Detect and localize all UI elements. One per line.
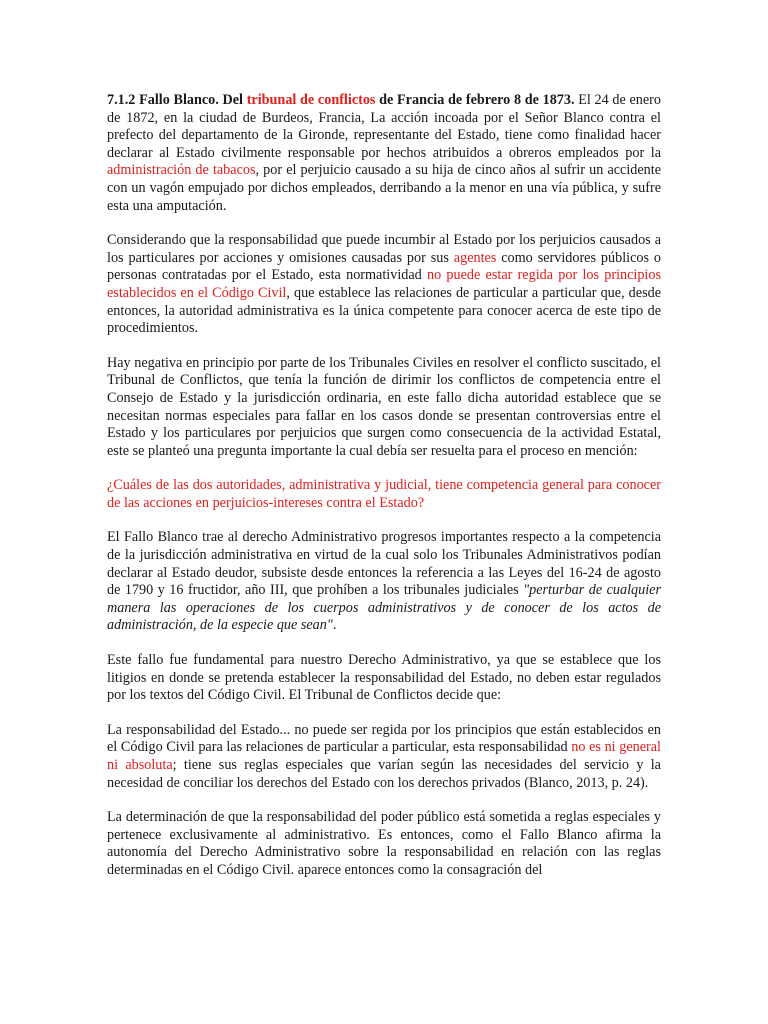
paragraph-text: como servidores públicos o personas contratadas por el Estado, esta normatividad (107, 249, 661, 284)
paragraph-text: El 24 de enero de 1872, en la ciudad de Burdeos, Francia, La acción incoada por el Señor Blanco contra el prefecto del departamento de la Gironde, representante del Estado, tiene como finalidad hacer declarar al Estado civilmente responsable por hechos atribuidos a obreros empleados por la (107, 92, 661, 161)
paragraph-fundamental: Este fallo fue fundamental para nuestro Derecho Administrativo, ya que se establece que los litigios en donde se pretenda establecer la responsabilidad del Estado, no deben estar regulados por los textos del Código Civil. El Tribunal de Conflictos decide que: (107, 652, 661, 704)
heading-part: 7.1.2 Fallo Blanco. Del (107, 92, 247, 108)
link-no-es-ni-general[interactable]: no es ni general ni absoluta (107, 739, 661, 773)
paragraph-cita-responsabilidad (107, 722, 661, 792)
paragraph-text: , por el perjuicio causado a su hija de cinco años al sufrir un accidente con un vagón empujado por dichos empleados, derribando a la menor en una vía pública, y sufre esta una amputación. (107, 162, 662, 214)
paragraph-determinacion: La determinación de que la responsabilidad del poder público está sometida a reglas especiales y pertenece exclusivamente al administrativo. Es entonces, como el Fallo Blanco afirma la autonomía del Derecho Administrativo sobre la responsabilidad en relación con las reglas determinadas en el Código Civil. aparece entonces como la consagración del (107, 809, 661, 878)
paragraph-text: Considerando que la responsabilidad que puede incumbir al Estado por los perjuicios causados a los particulares por acciones y omisiones causadas por sus (107, 232, 661, 266)
paragraph-considerando (107, 232, 661, 338)
paragraph-text: . (332, 617, 337, 634)
italic-quote: "perturbar de cualquier manera las operaciones de los cuerpos administrativos y de conocer de los actos de administración, de la especie que sean" (107, 582, 661, 634)
paragraph-text: ; tiene sus reglas especiales que varían según las necesidades del servicio y la necesidad de conciliar los derechos del Estado con los derechos privados (Blanco, 2013, p. 24). (107, 757, 661, 791)
link-agentes[interactable]: agentes (453, 249, 497, 266)
heading-link-tribunal[interactable]: tribunal de conflictos (246, 92, 376, 108)
heading-part: de Francia de febrero 8 de 1873. (375, 92, 575, 108)
paragraph-fallo-blanco-intro (107, 92, 661, 215)
link-administracion-tabacos[interactable]: administración de tabacos (107, 162, 256, 179)
paragraph-negativa: Hay negativa en principio por parte de los Tribunales Civiles en resolver el conflicto suscitado, el Tribunal de Conflictos, que tenía la función de dirimir los conflictos de competencia entre el Consejo de Estado y la jurisdicción ordinaria, en este fallo dicha autoridad establece que se necesitan normas especiales para fallar en los casos donde se presentan controversias entre el Estado y los particulares por perjuicios que surgen como consecuencia de la actividad Estatal, este se planteó una pregunta importante la cual debía ser resuelta para el proceso en mención: (107, 354, 661, 459)
paragraph-text: La responsabilidad del Estado... no puede ser regida por los principios que están establecidos en el Código Civil para las relaciones de particular a particular, esta responsabilidad (107, 721, 661, 756)
paragraph-question: ¿Cuáles de las dos autoridades, administrativa y judicial, tiene competencia general para conocer de las acciones en perjuicios-intereses contra el Estado? (107, 477, 661, 511)
link-codigo-civil[interactable]: no puede estar regida por los principios establecidos en el Código Civil (107, 267, 661, 301)
paragraph-progresos (107, 529, 661, 635)
paragraph-text: , que establece las relaciones de particular a particular que, desde entonces, la autoridad administrativa es la única competente para conocer acerca de este tipo de procedimientos. (107, 284, 661, 337)
section-heading (107, 92, 575, 108)
paragraph-text: El Fallo Blanco trae al derecho Administrativo progresos importantes respecto a la competencia de la jurisdicción administrativa en virtud de la cual solo los Tribunales Administrativos podían declarar al Estado deudor, subsiste desde entonces la referencia a las Leyes del 16-24 de agosto de 1790 y 16 fructidor, año III, que prohíben a los tribunales judiciales (107, 529, 661, 599)
